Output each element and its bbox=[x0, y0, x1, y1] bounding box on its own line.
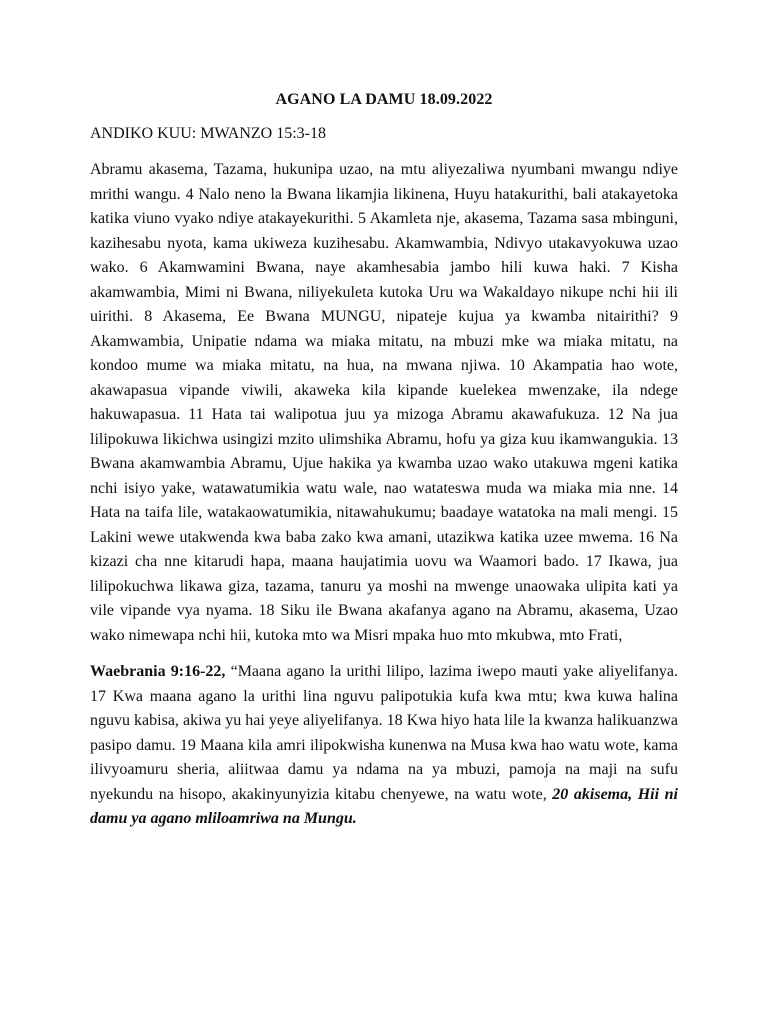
document-title: AGANO LA DAMU 18.09.2022 bbox=[275, 91, 493, 108]
document-page bbox=[90, 88, 678, 844]
scripture-reference: ANDIKO KUU: MWANZO 15:3-18 bbox=[90, 125, 326, 142]
hebrews-paragraph bbox=[90, 660, 678, 832]
scripture-paragraph: Abramu akasema, Tazama, hukunipa uzao, na mtu aliyezaliwa nyumbani mwangu ndiye mrithi wangu. 4 Nalo neno la Bwana likamjia likinena, Huyu hatakurithi, bali atakayetoka katika viuno vyako ndiye atakayekurithi. 5 Akamleta nje, akasema, Tazama sasa mbinguni, kazihesabu nyota, kama ukiweza kuzihesabu. Akamwambia, Ndivyo utakavyokuwa uzao wako. 6 Akamwamini Bwana, naye akamhesabia jambo hili kuwa haki. 7 Kisha akamwambia, Mimi ni Bwana, niliyekuleta kutoka Uru wa Wakaldayo nikupe nchi hii ili uirithi. 8 Akasema, Ee Bwana MUNGU, nipateje kujua ya kwamba nitairithi? 9 Akamwambia, Unipatie ndama wa miaka mitatu, na mbuzi mke wa miaka mitatu, na kondoo mume wa miaka mitatu, na hua, na mwana njiwa. 10 Akampatia hao wote, akawapasua vipande viwili, akaweka kila kipande kuelekea mwenzake, ila ndege hakuwapasua. 11 Hata tai walipotua juu ya mizoga Abramu akawafukuza. 12 Na jua lilipokuwa likichwa usingizi mzito ulimshika Abramu, hofu ya giza kuu ikamwangukia. 13 Bwana akamwambia Abramu, Ujue hakika ya kwamba uzao wako utakuwa mgeni katika nchi isiyo yake, watawatumikia watu wale, nao watateswa muda wa miaka mia nne. 14 Hata na taifa lile, watakaowatumikia, nitawahukumu; baadaye watatoka na mali mengi. 15 Lakini wewe utakwenda kwa baba zako kwa amani, utazikwa katika uzee mwema. 16 Na kizazi cha nne kitarudi hapa, maana haujatimia uovu wa Waamori bado. 17 Ikawa, jua lilipokuchwa likawa giza, tazama, tanuru ya moshi na mwenge unaowaka ulipita kati ya vile vipande vya nyama. 18 Siku ile Bwana akafanya agano na Abramu, akasema, Uzao wako nimewapa nchi hii, kutoka mto wa Misri mpaka huo mto mkubwa, mto Frati, bbox=[90, 161, 678, 644]
hebrews-emphasis: 20 akisema, Hii ni damu ya agano mliloamriwa na Mungu. bbox=[90, 785, 678, 827]
hebrews-reference: Waebrania 9:16-22, bbox=[90, 663, 226, 680]
hebrews-body: “Maana agano la urithi lilipo, lazima iwepo mauti yake aliyelifanya. 17 Kwa maana agano la urithi lina nguvu palipotukia kufa kwa mtu; kwa kuwa halina nguvu kabisa, akiwa yu hai yeye aliyelifanya. 18 Kwa hiyo hata lile la kwanza halikuanzwa pasipo damu. 19 Maana kila amri ilipokwisha kunenwa na Musa kwa hao watu wote, kama ilivyoamuru sheria, aliitwaa damu ya ndama na ya mbuzi, pamoja na maji na sufu nyekundu na hisopo, akakinyunyizia kitabu chenyewe, na watu wote, bbox=[90, 663, 678, 803]
